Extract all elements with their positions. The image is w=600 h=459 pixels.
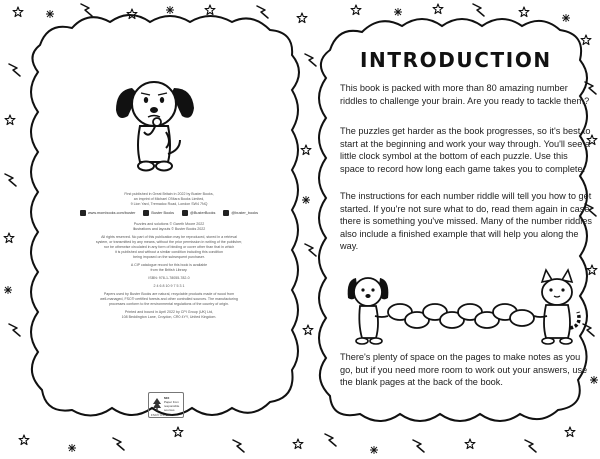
left-page (40, 40, 290, 420)
imprint-line: 108 Beddington Lane, Croydon, CR0 4YY, United Kingdom. (121, 315, 217, 319)
bolt-doodle (233, 440, 244, 452)
imprint-line: 9 Lion Yard, Tremadoc Road, London SW4 7NQ (130, 202, 208, 206)
bolt-doodle (9, 64, 20, 76)
bolt-doodle (305, 244, 316, 256)
bolt-doodle (9, 324, 20, 336)
twitter-link (182, 210, 215, 216)
imprint-line: an imprint of Michael O'Mara Books Limited, (133, 197, 205, 201)
imprint-line: Printed and bound in April 2022 by CPI Group (UK) Ltd, (124, 310, 214, 314)
imprint-page-text (55, 192, 283, 323)
print-number-line: 2 4 6 8 10 9 7 5 3 1 (153, 284, 185, 288)
star-doodle (293, 439, 303, 449)
twitter-icon (182, 210, 188, 216)
web-icon (80, 210, 86, 216)
facebook-link (143, 210, 174, 216)
facebook-text: Buster Books (151, 210, 175, 215)
imprint-line: being imposed on the subsequent purchaser. (133, 255, 205, 259)
bolt-doodle (525, 440, 536, 452)
star-doodle (173, 427, 183, 437)
instagram-text: @buster_books (231, 210, 259, 215)
star-doodle (13, 7, 23, 17)
bolt-doodle (5, 174, 16, 186)
star-doodle (351, 5, 361, 15)
cat-character (534, 270, 579, 344)
publisher-block (55, 192, 283, 207)
social-links-row (55, 210, 283, 216)
isbn-line: ISBN: 978-1-78055-782-0 (148, 276, 190, 280)
burst-doodle (394, 8, 402, 16)
bolt-doodle (81, 4, 92, 16)
dog-character (348, 278, 389, 344)
imprint-line: Puzzles and solutions © Gareth Moore 2022 (133, 222, 205, 226)
rights-block (55, 235, 283, 260)
imprint-line: processes conform to the environmental regulations of the country of origin. (108, 302, 230, 306)
star-doodle (301, 145, 311, 155)
bolt-doodle (257, 6, 268, 18)
star-doodle (19, 435, 29, 445)
star-doodle (297, 13, 307, 23)
star-doodle (4, 233, 14, 243)
chain-links (388, 304, 534, 328)
intro-paragraph-1: This book is packed with more than 80 amazing number riddles to challenge your brain. Are you ready to tackle them? (340, 83, 590, 106)
imprint-line: well-managed, FSC® certified forests and other controlled sources. The manufacturing (100, 297, 238, 301)
star-doodle (5, 115, 15, 125)
burst-doodle (4, 286, 12, 294)
bolt-doodle (325, 434, 336, 446)
fsc-mix: MIX (164, 396, 170, 400)
twitter-text: @BusterBooks (190, 210, 216, 215)
website-link (80, 210, 135, 216)
instagram-link (223, 210, 258, 216)
imprint-line: Papers used by Buster Books are natural, recyclable products made of wood from (103, 292, 235, 296)
imprint-line: A CIP catalogue record for this book is available (130, 263, 208, 267)
cip-block (55, 263, 283, 273)
facebook-icon (143, 210, 149, 216)
star-doodle (433, 4, 443, 14)
fsc-logo-box (148, 392, 184, 418)
fsc-code: FSC® C171272 (151, 413, 173, 417)
credits-block (55, 222, 283, 232)
star-doodle (205, 5, 215, 15)
imprint-line: from the British Library. (150, 268, 188, 272)
instagram-icon (223, 210, 229, 216)
burst-doodle (562, 14, 570, 22)
imprint-line: nor be otherwise circulated in any form of binding or cover other than that in which (103, 245, 235, 249)
burst-doodle (166, 6, 174, 14)
burst-doodle (46, 10, 54, 18)
bolt-doodle (413, 440, 424, 452)
bolt-doodle (113, 438, 124, 450)
website-text: www.mombooks.com/buster (87, 210, 136, 215)
intro-paragraph-3: The instructions for each number riddle will tell you how to get started. If you're not sure what to do, read them again in case there is something you've missed. Many of the number riddles also include a finished example that will help you along the way. (340, 191, 592, 252)
burst-doodle (370, 446, 378, 454)
intro-paragraph-4: There's plenty of space on the pages to make notes as you go, but if you need more room to work out your answers, use the blank pages at the back of the book. (340, 352, 588, 388)
imprint-line: All rights reserved. No part of this publication may be reproduced, stored in a retrieval (101, 235, 237, 239)
imprint-line: system, or transmitted by any means, without the prior permission in writing of the publisher, (95, 240, 243, 244)
imprint-line: First published in Great Britain in 2022 by Buster Books, (124, 192, 214, 196)
bolt-doodle (473, 4, 484, 16)
paper-block (55, 292, 283, 307)
fsc-line2: responsible sources (164, 404, 180, 412)
page-title: INTRODUCTION (360, 48, 552, 72)
fsc-line1: Paper from (164, 400, 179, 404)
imprint-line: it is published and without a similar condition including this condition (114, 250, 224, 254)
dog-cat-chain-illustration (342, 268, 582, 348)
burst-doodle (302, 196, 310, 204)
printer-block (55, 310, 283, 320)
intro-paragraph-2: The puzzles get harder as the book progresses, so it's best to start at the beginning and work your way through. You'll see a little clock symbol at the bottom of each puzzle. Use this space to record how long each game takes you to complete. (340, 126, 591, 174)
bolt-doodle (305, 54, 316, 66)
imprint-line: Illustrations and layouts © Buster Books 2022 (132, 227, 206, 231)
star-doodle (519, 7, 529, 17)
star-doodle (303, 325, 313, 335)
fsc-text (164, 396, 183, 412)
right-page (320, 30, 590, 430)
thinking-dog-illustration (110, 70, 200, 180)
fsc-tree-icon (152, 398, 162, 411)
burst-doodle (68, 444, 76, 452)
star-doodle (465, 439, 475, 449)
